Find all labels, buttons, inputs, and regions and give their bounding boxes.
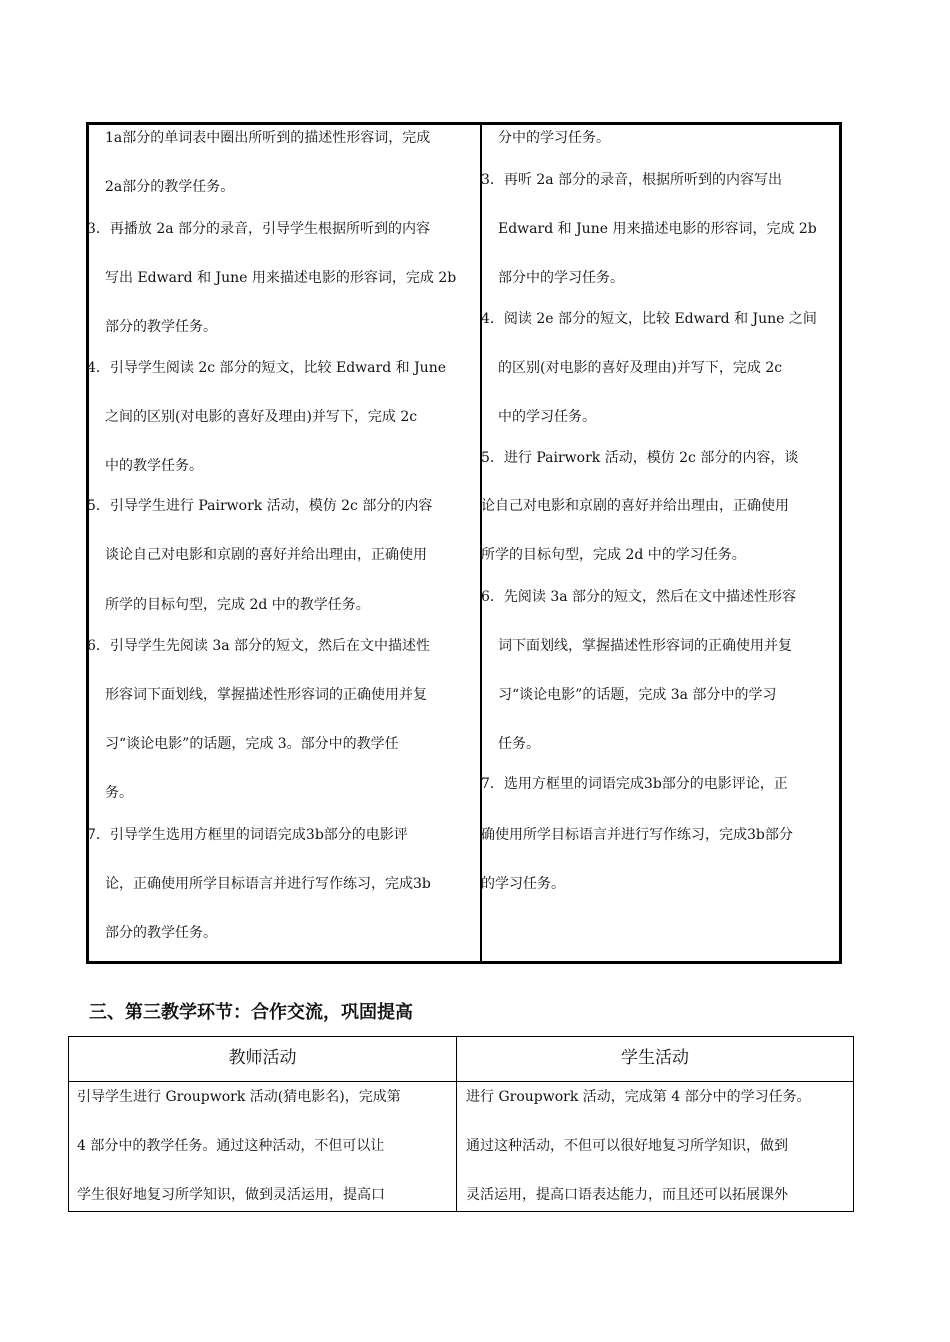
student-activity-line: 5．进行 Pairwork 活动，模仿 2c 部分的内容，谈 [481, 450, 799, 466]
student-activity-line: 6．先阅读 3a 部分的短文，然后在文中描述性形容 [481, 589, 797, 605]
student-activity-line: 4．阅读 2e 部分的短文，比较 Edward 和 June 之间 [481, 311, 817, 327]
teacher-activity-header: 教师活动 [228, 1048, 297, 1068]
student-activity-line: 习“谈论电影”的话题，完成 3a 部分中的学习 [498, 687, 777, 703]
student-activity-line: 通过这种活动，不但可以很好地复习所学知识，做到 [466, 1138, 788, 1154]
section-heading: 三、第三教学环节：合作交流，巩固提高 [89, 1002, 413, 1023]
header-divider [69, 1081, 853, 1082]
teacher-activity-line: 论，正确使用所学目标语言并进行写作练习，完成3b [105, 876, 431, 892]
teacher-activity-line: 学生很好地复习所学知识，做到灵活运用，提高口 [77, 1187, 385, 1203]
teacher-activity-line: 务。 [105, 785, 133, 801]
teacher-activity-line: 谈论自己对电影和京剧的喜好并给出理由，正确使用 [105, 547, 427, 563]
teacher-activity-line: 引导学生进行 Groupwork 活动(猜电影名)，完成第 [77, 1089, 401, 1105]
student-activity-line: 部分中的学习任务。 [498, 270, 624, 286]
teacher-activity-line: 2a部分的教学任务。 [105, 179, 235, 195]
student-activity-line: 确使用所学目标语言并进行写作练习，完成3b部分 [481, 827, 793, 843]
student-activity-line: 进行 Groupwork 活动，完成第 4 部分中的学习任务。 [466, 1089, 811, 1105]
student-activity-line: 灵活运用，提高口语表达能力，而且还可以拓展课外 [466, 1187, 788, 1203]
teacher-activity-line: 所学的目标句型，完成 2d 中的教学任务。 [105, 597, 370, 613]
student-activity-line: 论自己对电影和京剧的喜好并给出理由，正确使用 [481, 498, 789, 514]
student-activity-header: 学生活动 [621, 1048, 689, 1068]
teacher-activity-line: 1a部分的单词表中圈出所听到的描述性形容词，完成 [105, 130, 431, 146]
student-activity-line: 的学习任务。 [481, 876, 565, 892]
teacher-activity-line: 7．引导学生选用方框里的词语完成3b部分的电影评 [87, 827, 408, 843]
student-activity-line: 词下面划线，掌握描述性形容词的正确使用并复 [498, 638, 792, 654]
student-activity-line: 的区别(对电影的喜好及理由)并写下，完成 2c [498, 360, 783, 376]
teacher-activity-line: 之间的区别(对电影的喜好及理由)并写下，完成 2c [105, 409, 418, 425]
student-activity-line: 所学的目标句型，完成 2d 中的学习任务。 [481, 547, 746, 563]
student-activity-line: 分中的学习任务。 [498, 130, 610, 146]
teacher-activity-line: 写出 Edward 和 June 用来描述电影的形容词，完成 2b [105, 270, 457, 286]
teacher-activity-line: 习“谈论电影”的话题，完成 3。部分中的教学任 [105, 736, 399, 752]
student-activity-line: 3．再听 2a 部分的录音，根据所听到的内容写出 [481, 172, 783, 188]
teacher-activity-line: 4 部分中的教学任务。通过这种活动，不但可以让 [77, 1138, 385, 1154]
teacher-activity-line: 3．再播放 2a 部分的录音，引导学生根据所听到的内容 [87, 221, 431, 237]
teacher-activity-line: 部分的教学任务。 [105, 319, 217, 335]
teacher-activity-line: 中的教学任务。 [105, 458, 203, 474]
teacher-activity-line: 6．引导学生先阅读 3a 部分的短文，然后在文中描述性 [87, 638, 431, 654]
teacher-activity-line: 5．引导学生进行 Pairwork 活动，模仿 2c 部分的内容 [87, 498, 433, 514]
student-activity-line: 中的学习任务。 [498, 409, 596, 425]
teacher-activity-line: 部分的教学任务。 [105, 925, 217, 941]
student-activity-line: 7．选用方框里的词语完成3b部分的电影评论，正 [481, 776, 788, 792]
student-activity-line: 任务。 [498, 736, 540, 752]
teacher-activity-line: 4．引导学生阅读 2c 部分的短文，比较 Edward 和 June [87, 360, 447, 376]
student-activity-line: Edward 和 June 用来描述电影的形容词，完成 2b [498, 221, 817, 237]
teacher-activity-line: 形容词下面划线，掌握描述性形容词的正确使用并复 [105, 687, 427, 703]
